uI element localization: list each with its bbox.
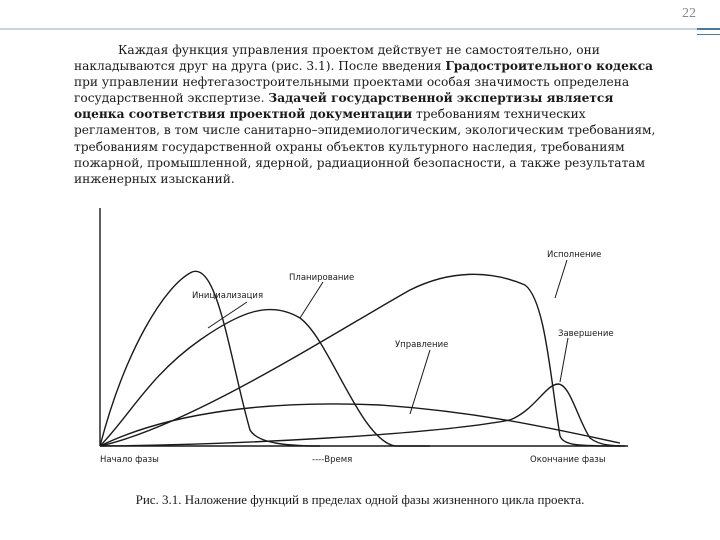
planning-leader [300,282,323,318]
planning-curve [100,309,430,446]
initiation-leader [208,302,247,328]
header-rule [0,28,697,30]
label-management: Управление [395,340,449,350]
text-segment-3: требованиям технических регламентов, в том числе санитарно–эпидемиологическим, экологическим требованиям, требованиям государственной охраны объектов культурного наследия, требованиям пожарной, промышленной, ядерной, радиационной безопасности, а также результатам инженерных изысканий. [74,107,656,186]
figure-caption: Рис. 3.1. Наложение функций в пределах одной фазы жизненного цикла проекта. [135,492,585,507]
figure-svg [90,200,630,485]
text-segment-2: при управлении нефтегазостроительными проектами особая значимость определена государственной экспертизе. [74,75,630,106]
label-phase-end: Окончание фазы [530,455,606,465]
completion-leader [560,338,568,382]
execution-leader [555,260,567,298]
label-execution: Исполнение [547,250,602,260]
label-phase-start: Начало фазы [100,455,159,465]
label-initiation: Инициализация [192,291,264,301]
label-planning: Планирование [289,273,355,283]
page-number: 22 [682,6,696,21]
bold-term-code: Градостроительного кодекса [445,59,654,74]
body-paragraph [74,42,664,187]
management-leader [410,350,430,414]
execution-curve [100,274,620,446]
text-segment-1: Каждая функция управления проектом действует не самостоятельно, они накладываются друг на друга (рис. 3.1). После введения [74,43,600,74]
bold-term-task: Задачей государственной экспертизы является оценка соответствия проектной документации [74,91,614,122]
header-rule-accent-thin [697,34,720,35]
label-completion: Завершение [558,329,614,339]
functions-overlap-figure [90,200,630,485]
completion-curve [100,384,625,446]
management-curve [100,404,620,446]
label-time: ----Время [312,455,353,465]
header-rule-accent [697,28,720,30]
